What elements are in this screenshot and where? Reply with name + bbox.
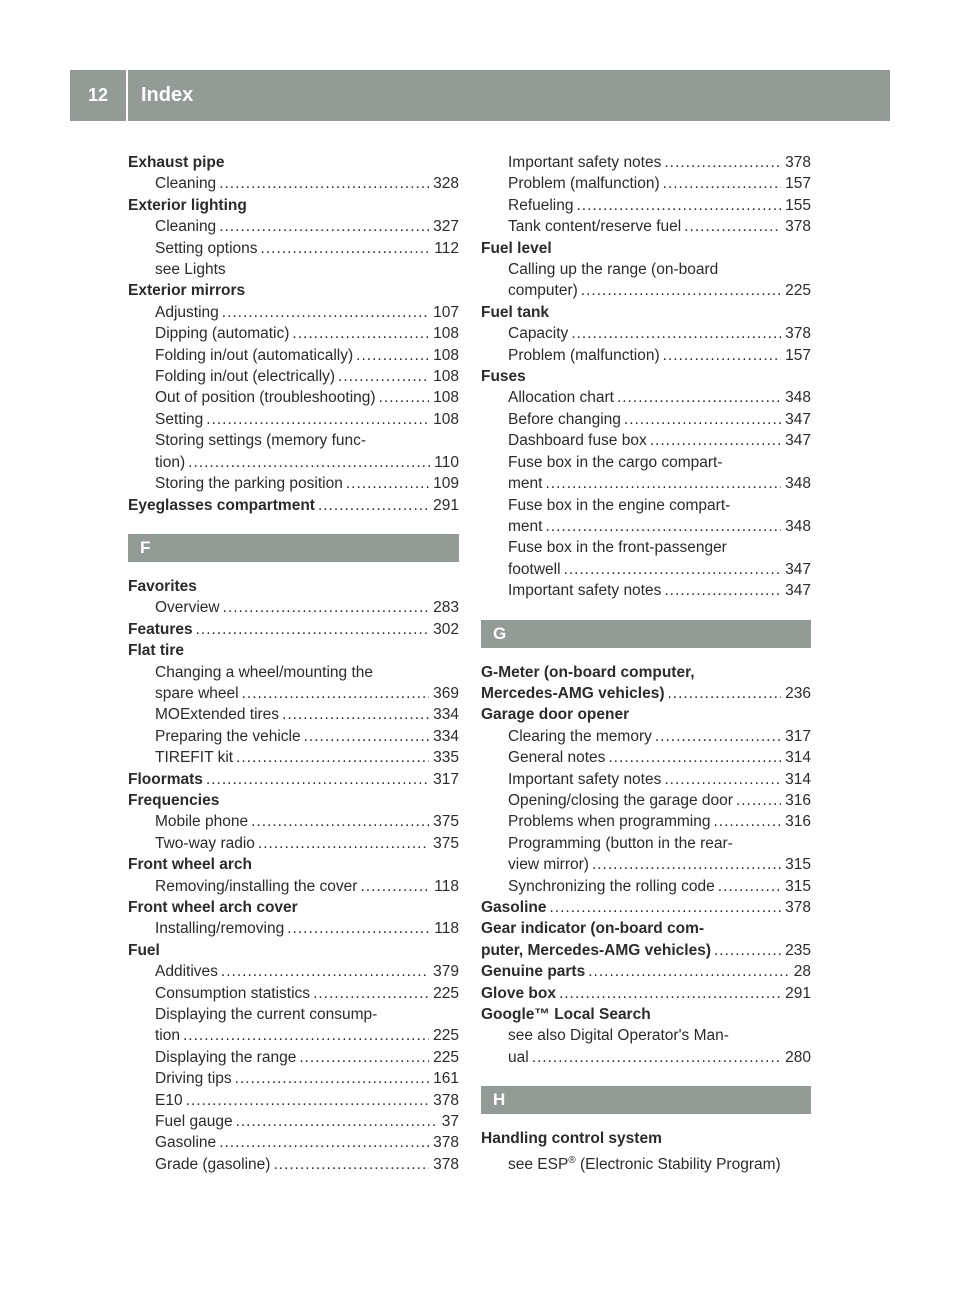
page-reference[interactable]: 378 bbox=[433, 1155, 459, 1173]
subentry-label: Gasoline bbox=[155, 1134, 217, 1152]
index-subentry-text: Displaying the current consump- bbox=[155, 1006, 378, 1024]
index-subentry bbox=[128, 1047, 459, 1068]
page-reference[interactable]: 157 bbox=[785, 175, 811, 193]
subentry-label: Important safety notes bbox=[508, 582, 662, 600]
page-reference[interactable]: 225 bbox=[433, 1027, 459, 1045]
page-reference[interactable]: 327 bbox=[433, 218, 459, 236]
subentry-label: Additives bbox=[155, 963, 218, 981]
index-subentry bbox=[128, 366, 459, 387]
subentry-label: Fuel gauge bbox=[155, 1113, 233, 1131]
index-term: Front wheel arch cover bbox=[128, 899, 298, 916]
dot-leader bbox=[655, 726, 781, 747]
dot-leader bbox=[236, 747, 429, 768]
dot-leader bbox=[379, 387, 430, 408]
index-subentry bbox=[128, 1111, 459, 1132]
page-reference[interactable]: 225 bbox=[433, 1048, 459, 1066]
subentry-label: Consumption statistics bbox=[155, 984, 311, 1002]
subentry-label: Before changing bbox=[508, 410, 621, 428]
index-entry bbox=[481, 983, 811, 1004]
index-subentry bbox=[481, 1047, 811, 1068]
page-reference[interactable]: 28 bbox=[793, 963, 811, 981]
section-letter-bar: G bbox=[481, 620, 811, 648]
index-subentry bbox=[128, 173, 459, 194]
page-reference[interactable]: 37 bbox=[441, 1113, 459, 1131]
index-subentry-text bbox=[481, 1150, 811, 1176]
dot-leader bbox=[258, 833, 429, 854]
dot-leader bbox=[592, 854, 781, 875]
index-term: Flat tire bbox=[128, 642, 184, 660]
page-number: 12 bbox=[87, 85, 109, 105]
subentry-label: ment bbox=[508, 475, 543, 493]
index-term: puter, Mercedes-AMG vehicles) bbox=[481, 941, 711, 959]
subentry-label: Clearing the memory bbox=[508, 727, 652, 745]
index-subentry bbox=[128, 726, 459, 747]
page-reference[interactable]: 378 bbox=[433, 1091, 459, 1109]
index-subentry-text: see also Digital Operator's Man- bbox=[508, 1027, 729, 1045]
index-term: Frequencies bbox=[128, 791, 220, 809]
dot-leader bbox=[346, 473, 429, 494]
subentry-label: Overview bbox=[155, 599, 220, 617]
dot-leader bbox=[664, 152, 781, 173]
index-subentry bbox=[481, 726, 811, 747]
index-subentry bbox=[128, 409, 459, 430]
index-subentry bbox=[481, 876, 811, 897]
subentry-label: Important safety notes bbox=[508, 770, 662, 788]
dot-leader bbox=[261, 238, 431, 259]
dot-leader bbox=[549, 897, 781, 918]
dot-leader bbox=[219, 173, 429, 194]
subentry-label: Adjusting bbox=[155, 303, 219, 321]
index-subentry bbox=[481, 747, 811, 768]
page-reference[interactable]: 347 bbox=[785, 582, 811, 600]
index-term: Favorites bbox=[128, 577, 197, 595]
dot-leader bbox=[222, 302, 429, 323]
index-term: Exterior lighting bbox=[128, 196, 247, 214]
index-subentry bbox=[128, 811, 459, 832]
index-subentry bbox=[128, 1090, 459, 1111]
index-subentry bbox=[128, 387, 459, 408]
subentry-label: Driving tips bbox=[155, 1070, 232, 1088]
index-subentry-text: Programming (button in the rear- bbox=[508, 834, 733, 852]
index-subentry-text: Fuse box in the engine compart- bbox=[508, 496, 731, 514]
page-reference[interactable]: 118 bbox=[434, 920, 459, 938]
dot-leader bbox=[545, 473, 781, 494]
index-term: Garage door opener bbox=[481, 706, 630, 724]
subentry-label: General notes bbox=[508, 749, 606, 767]
dot-leader bbox=[684, 216, 781, 237]
index-term: Exterior mirrors bbox=[128, 282, 246, 300]
index-term: Gear indicator (on-board com- bbox=[481, 920, 705, 938]
subentry-label: tion bbox=[155, 1027, 180, 1045]
dot-leader bbox=[318, 495, 429, 516]
dot-leader bbox=[282, 704, 429, 725]
index-subentry bbox=[128, 302, 459, 323]
index-subentry bbox=[128, 983, 459, 1004]
index-term: Floormats bbox=[128, 770, 203, 788]
page-reference[interactable]: 378 bbox=[785, 154, 811, 171]
subentry-label: Storing the parking position bbox=[155, 475, 343, 493]
dot-leader bbox=[251, 811, 429, 832]
index-term: Mercedes-AMG vehicles) bbox=[481, 684, 665, 702]
dot-leader bbox=[663, 345, 782, 366]
subentry-label: Dashboard fuse box bbox=[508, 432, 647, 450]
dot-leader bbox=[219, 216, 429, 237]
index-subentry bbox=[481, 516, 811, 537]
subentry-label: ual bbox=[508, 1048, 529, 1066]
subentry-label: Displaying the range bbox=[155, 1048, 297, 1066]
index-subentry bbox=[481, 811, 811, 832]
index-term: Glove box bbox=[481, 984, 556, 1002]
section-letter-bar: F bbox=[128, 534, 459, 562]
dot-leader bbox=[221, 961, 429, 982]
page-reference[interactable]: 328 bbox=[433, 175, 459, 193]
dot-leader bbox=[206, 409, 429, 430]
subentry-label: spare wheel bbox=[155, 684, 239, 702]
index-subentry bbox=[128, 1154, 459, 1175]
index-subentry bbox=[481, 323, 811, 344]
dot-leader bbox=[304, 726, 430, 747]
dot-leader bbox=[219, 1132, 429, 1153]
index-subentry bbox=[128, 876, 459, 897]
page-reference[interactable]: 280 bbox=[785, 1048, 811, 1066]
index-subentry bbox=[128, 683, 459, 704]
page-reference[interactable]: 314 bbox=[785, 770, 811, 788]
page-reference[interactable]: 348 bbox=[785, 389, 811, 407]
index-entry bbox=[481, 683, 811, 704]
page-reference[interactable]: 107 bbox=[433, 303, 459, 321]
index-subentry bbox=[481, 854, 811, 875]
dot-leader bbox=[650, 430, 781, 451]
dot-leader bbox=[338, 366, 429, 387]
index-subentry bbox=[481, 430, 811, 451]
subentry-label: Folding in/out (automatically) bbox=[155, 346, 354, 364]
subentry-label: Important safety notes bbox=[508, 154, 662, 171]
index-subentry-text: see Lights bbox=[155, 261, 226, 279]
page-reference[interactable]: 112 bbox=[434, 239, 459, 257]
page-reference[interactable]: 348 bbox=[785, 475, 811, 493]
subentry-label: Opening/closing the garage door bbox=[508, 791, 733, 809]
dot-leader bbox=[299, 1047, 429, 1068]
index-term: Exhaust pipe bbox=[128, 154, 225, 171]
page-reference[interactable]: 348 bbox=[785, 517, 811, 535]
subentry-label: Capacity bbox=[508, 325, 569, 343]
dot-leader bbox=[564, 559, 782, 580]
dot-leader bbox=[714, 940, 781, 961]
dot-leader bbox=[313, 983, 429, 1004]
subentry-label: Problems when programming bbox=[508, 813, 711, 831]
index-subentry bbox=[128, 473, 459, 494]
page-reference[interactable]: 108 bbox=[433, 346, 459, 364]
subentry-label: Problem (malfunction) bbox=[508, 346, 660, 364]
index-subentry bbox=[481, 195, 811, 216]
subentry-label: see ESP bbox=[508, 1155, 569, 1173]
index-subentry bbox=[481, 152, 811, 173]
index-term: Fuel level bbox=[481, 239, 552, 257]
dot-leader bbox=[196, 619, 430, 640]
dot-leader bbox=[736, 790, 781, 811]
index-entry bbox=[481, 940, 811, 961]
dot-leader bbox=[532, 1047, 781, 1068]
subentry-label: Folding in/out (electrically) bbox=[155, 368, 336, 386]
index-column-right bbox=[481, 152, 811, 1175]
index-subentry bbox=[481, 216, 811, 237]
index-subentry bbox=[128, 345, 459, 366]
dot-leader bbox=[664, 580, 781, 601]
dot-leader bbox=[360, 876, 430, 897]
index-subentry-text: Fuse box in the cargo compart- bbox=[508, 453, 723, 471]
subentry-label: Removing/installing the cover bbox=[155, 877, 358, 895]
dot-leader bbox=[608, 747, 781, 768]
dot-leader bbox=[664, 769, 781, 790]
index-subentry bbox=[481, 173, 811, 194]
page-reference[interactable]: 118 bbox=[434, 877, 459, 895]
page-reference[interactable]: 378 bbox=[785, 218, 811, 236]
page-reference[interactable]: 378 bbox=[433, 1134, 459, 1152]
dot-leader bbox=[236, 1111, 438, 1132]
page-reference[interactable]: 291 bbox=[433, 496, 459, 514]
subentry-label: Setting bbox=[155, 410, 204, 428]
dot-leader bbox=[287, 918, 430, 939]
page-reference[interactable]: 110 bbox=[434, 453, 459, 471]
subentry-label: ment bbox=[508, 517, 543, 535]
page-reference[interactable]: 379 bbox=[433, 963, 459, 981]
dot-leader bbox=[581, 280, 781, 301]
dot-leader bbox=[617, 387, 781, 408]
subentry-label: E10 bbox=[155, 1091, 183, 1109]
subentry-label: Refueling bbox=[508, 196, 574, 214]
subentry-label: Cleaning bbox=[155, 175, 217, 193]
page-reference[interactable]: 108 bbox=[433, 389, 459, 407]
index-entry bbox=[128, 769, 459, 790]
page-reference[interactable]: 108 bbox=[433, 410, 459, 428]
index-subentry bbox=[128, 1132, 459, 1153]
page-reference[interactable]: 235 bbox=[785, 941, 811, 959]
dot-leader bbox=[624, 409, 781, 430]
page-reference[interactable]: 155 bbox=[785, 196, 811, 214]
index-subentry bbox=[481, 387, 811, 408]
page-reference[interactable]: 108 bbox=[433, 368, 459, 386]
index-subentry-text: Storing settings (memory func- bbox=[155, 432, 367, 450]
subentry-label: TIREFIT kit bbox=[155, 749, 234, 767]
index-subentry bbox=[481, 580, 811, 601]
dot-leader bbox=[223, 597, 430, 618]
page-reference[interactable]: 291 bbox=[785, 984, 811, 1002]
index-term: Handling control system bbox=[481, 1130, 662, 1148]
index-entry bbox=[128, 619, 459, 640]
index-subentry bbox=[128, 1068, 459, 1089]
registered-mark: ® bbox=[568, 1154, 576, 1166]
dot-leader bbox=[183, 1025, 429, 1046]
subentry-label: Allocation chart bbox=[508, 389, 614, 407]
index-term: Fuses bbox=[481, 368, 526, 386]
dot-leader bbox=[588, 961, 790, 982]
index-subentry bbox=[481, 473, 811, 494]
index-subentry bbox=[481, 790, 811, 811]
dot-leader bbox=[577, 195, 782, 216]
subentry-label: Dipping (automatic) bbox=[155, 325, 290, 343]
index-entry bbox=[128, 495, 459, 516]
subentry-label: Two-way radio bbox=[155, 834, 255, 852]
page-reference[interactable]: 225 bbox=[785, 282, 811, 300]
page-reference[interactable]: 317 bbox=[433, 770, 459, 788]
subentry-label: footwell bbox=[508, 560, 561, 578]
subentry-label: Synchronizing the rolling code bbox=[508, 877, 715, 895]
page-reference[interactable]: 109 bbox=[433, 475, 459, 493]
page-reference[interactable]: 157 bbox=[785, 346, 811, 364]
index-term: Google™ Local Search bbox=[481, 1006, 651, 1024]
subentry-label: Setting options bbox=[155, 239, 258, 257]
index-subentry bbox=[128, 918, 459, 939]
dot-leader bbox=[668, 683, 782, 704]
index-subentry bbox=[128, 704, 459, 725]
subentry-label: (Electronic Stability Program) bbox=[575, 1155, 781, 1173]
subentry-label: MOExtended tires bbox=[155, 706, 280, 724]
index-subentry bbox=[481, 345, 811, 366]
dot-leader bbox=[713, 811, 781, 832]
index-term: Fuel tank bbox=[481, 303, 550, 321]
subentry-label: Grade (gasoline) bbox=[155, 1155, 271, 1173]
dot-leader bbox=[559, 983, 781, 1004]
dot-leader bbox=[235, 1068, 429, 1089]
dot-leader bbox=[242, 683, 430, 704]
index-subentry bbox=[481, 769, 811, 790]
subentry-label: Tank content/reserve fuel bbox=[508, 218, 682, 236]
subentry-label: Mobile phone bbox=[155, 813, 249, 831]
index-subentry bbox=[128, 597, 459, 618]
index-subentry-text: Calling up the range (on-board bbox=[508, 261, 719, 279]
page-reference[interactable]: 378 bbox=[785, 899, 811, 916]
index-entry bbox=[481, 897, 811, 918]
index-subentry-text: Changing a wheel/mounting the bbox=[155, 663, 374, 681]
page-reference[interactable]: 161 bbox=[433, 1070, 459, 1088]
subentry-label: computer) bbox=[508, 282, 578, 300]
index-column-left bbox=[128, 152, 459, 1175]
page-reference[interactable]: 315 bbox=[785, 856, 811, 874]
index-subentry bbox=[481, 409, 811, 430]
index-subentry bbox=[128, 747, 459, 768]
subentry-label: view mirror) bbox=[508, 856, 589, 874]
page-reference[interactable]: 283 bbox=[433, 599, 459, 617]
index-term: Fuel bbox=[128, 941, 160, 959]
index-subentry bbox=[128, 1025, 459, 1046]
index-subentry bbox=[128, 323, 459, 344]
dot-leader bbox=[545, 516, 781, 537]
index-subentry bbox=[128, 238, 459, 259]
dot-leader bbox=[571, 323, 781, 344]
index-subentry bbox=[481, 559, 811, 580]
index-entry bbox=[481, 961, 811, 982]
index-subentry bbox=[128, 961, 459, 982]
dot-leader bbox=[663, 173, 782, 194]
page-reference[interactable]: 317 bbox=[785, 727, 811, 745]
index-subentry bbox=[481, 280, 811, 301]
dot-leader bbox=[292, 323, 429, 344]
page-reference[interactable]: 375 bbox=[433, 834, 459, 852]
page-reference[interactable]: 378 bbox=[785, 325, 811, 343]
subentry-label: Problem (malfunction) bbox=[508, 175, 660, 193]
page-reference[interactable]: 314 bbox=[785, 749, 811, 767]
page-title: Index bbox=[141, 84, 194, 106]
dot-leader bbox=[273, 1154, 429, 1175]
page-reference[interactable]: 347 bbox=[785, 432, 811, 450]
index-term: Gasoline bbox=[481, 899, 547, 916]
index-term: Front wheel arch bbox=[128, 856, 253, 874]
dot-leader bbox=[186, 1090, 430, 1111]
page-reference[interactable]: 316 bbox=[785, 791, 811, 809]
page-reference[interactable]: 236 bbox=[785, 684, 811, 702]
page-header bbox=[70, 70, 890, 121]
index-subentry-text: Fuse box in the front-passenger bbox=[508, 539, 727, 557]
page-reference[interactable]: 369 bbox=[433, 684, 459, 702]
dot-leader bbox=[188, 452, 430, 473]
subentry-label: Preparing the vehicle bbox=[155, 727, 301, 745]
subentry-label: Out of position (troubleshooting) bbox=[155, 389, 376, 407]
index-term: Genuine parts bbox=[481, 963, 586, 981]
dot-leader bbox=[356, 345, 429, 366]
index-subentry bbox=[128, 216, 459, 237]
page-reference[interactable]: 108 bbox=[433, 325, 459, 343]
index-subentry bbox=[128, 833, 459, 854]
index-term: Features bbox=[128, 620, 193, 638]
page-reference[interactable]: 375 bbox=[433, 813, 459, 831]
subentry-label: tion) bbox=[155, 453, 186, 471]
subentry-label: Cleaning bbox=[155, 218, 217, 236]
page-reference[interactable]: 334 bbox=[433, 727, 459, 745]
index-subentry bbox=[128, 452, 459, 473]
page-reference[interactable]: 347 bbox=[785, 410, 811, 428]
section-letter-bar: H bbox=[481, 1086, 811, 1114]
page-reference[interactable]: 334 bbox=[433, 706, 459, 724]
page-reference[interactable]: 225 bbox=[433, 984, 459, 1002]
index-term: Eyeglasses compartment bbox=[128, 496, 315, 514]
subentry-label: Installing/removing bbox=[155, 920, 285, 938]
dot-leader bbox=[718, 876, 781, 897]
page-reference[interactable]: 316 bbox=[785, 813, 811, 831]
page-reference[interactable]: 315 bbox=[785, 877, 811, 895]
page-reference[interactable]: 335 bbox=[433, 749, 459, 767]
page-reference[interactable]: 347 bbox=[785, 560, 811, 578]
dot-leader bbox=[206, 769, 429, 790]
page-reference[interactable]: 302 bbox=[433, 620, 459, 638]
index-term: G-Meter (on-board computer, bbox=[481, 663, 695, 681]
